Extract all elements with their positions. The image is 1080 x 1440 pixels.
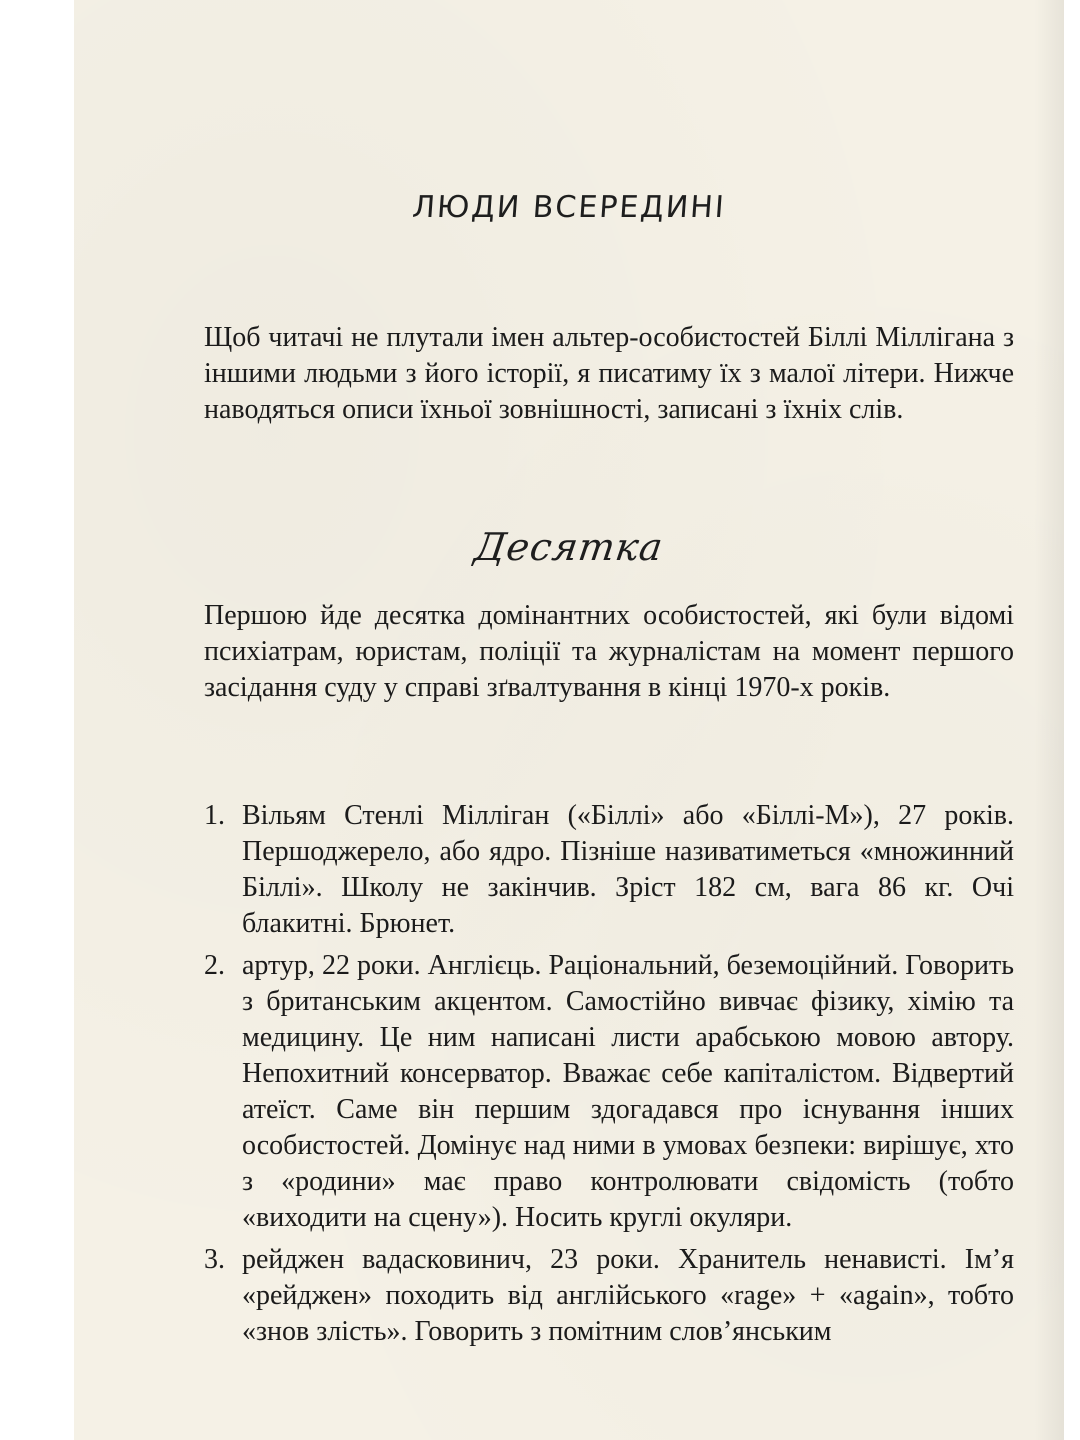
list-item-number: 3. xyxy=(204,1244,225,1275)
section-intro-paragraph: Першою йде десятка домінантних особистостей, які були відомі психіатрам, юристам, поліції та журналістам на момент першого засідання суду у справі зґвалтування в кінці 1970-х років. xyxy=(204,600,1014,703)
list-item-number: 2. xyxy=(204,950,225,981)
scanned-page xyxy=(74,0,1064,1440)
list-item xyxy=(204,798,1014,942)
section-title: Десятка xyxy=(471,525,667,569)
list-item-text: рейджен вадасковинич, 23 роки. Хранитель ненависті. Ім’я «рейджен» походить від англійського «rage» + «again», тобто «знов злість». Говорить з помітним слов’янським xyxy=(242,1244,1014,1347)
personality-list xyxy=(204,798,1014,1356)
intro-paragraph: Щоб читачі не плутали імен альтер-особистостей Біллі Міллігана з іншими людьми з його історії, я писатиму їх з малої літери. Нижче наводяться описи їхньої зовнішності, записані з їхніх слів. xyxy=(204,322,1014,425)
list-item-text: Вільям Стенлі Мілліган («Біллі» або «Біллі-М»), 27 років. Першоджерело, або ядро. Пізніше називатиметься «множинний Біллі». Школу не закінчив. Зріст 182 см, вага 86 кг. Очі блакитні. Брюнет. xyxy=(242,800,1014,939)
list-item-text: артур, 22 роки. Англієць. Раціональний, беземоційний. Говорить з британським акцентом. Самостійно вивчає фізику, хімію та медицину. Це ним написані листи арабською мовою автору. Непохитний консерватор. Вважає себе капіталістом. Відвертий атеїст. Саме він першим здогадався про існування інших особистостей. Домінує над ними в умовах безпеки: вирішує, хто з «родини» має право контролювати свідомість (тобто «виходити на сцену»). Носить круглі окуляри. xyxy=(242,950,1014,1233)
list-item xyxy=(204,948,1014,1236)
chapter-title: ЛЮДИ ВСЕРЕДИНІ xyxy=(411,190,727,225)
list-item-number: 1. xyxy=(204,800,225,831)
list-item xyxy=(204,1242,1014,1350)
